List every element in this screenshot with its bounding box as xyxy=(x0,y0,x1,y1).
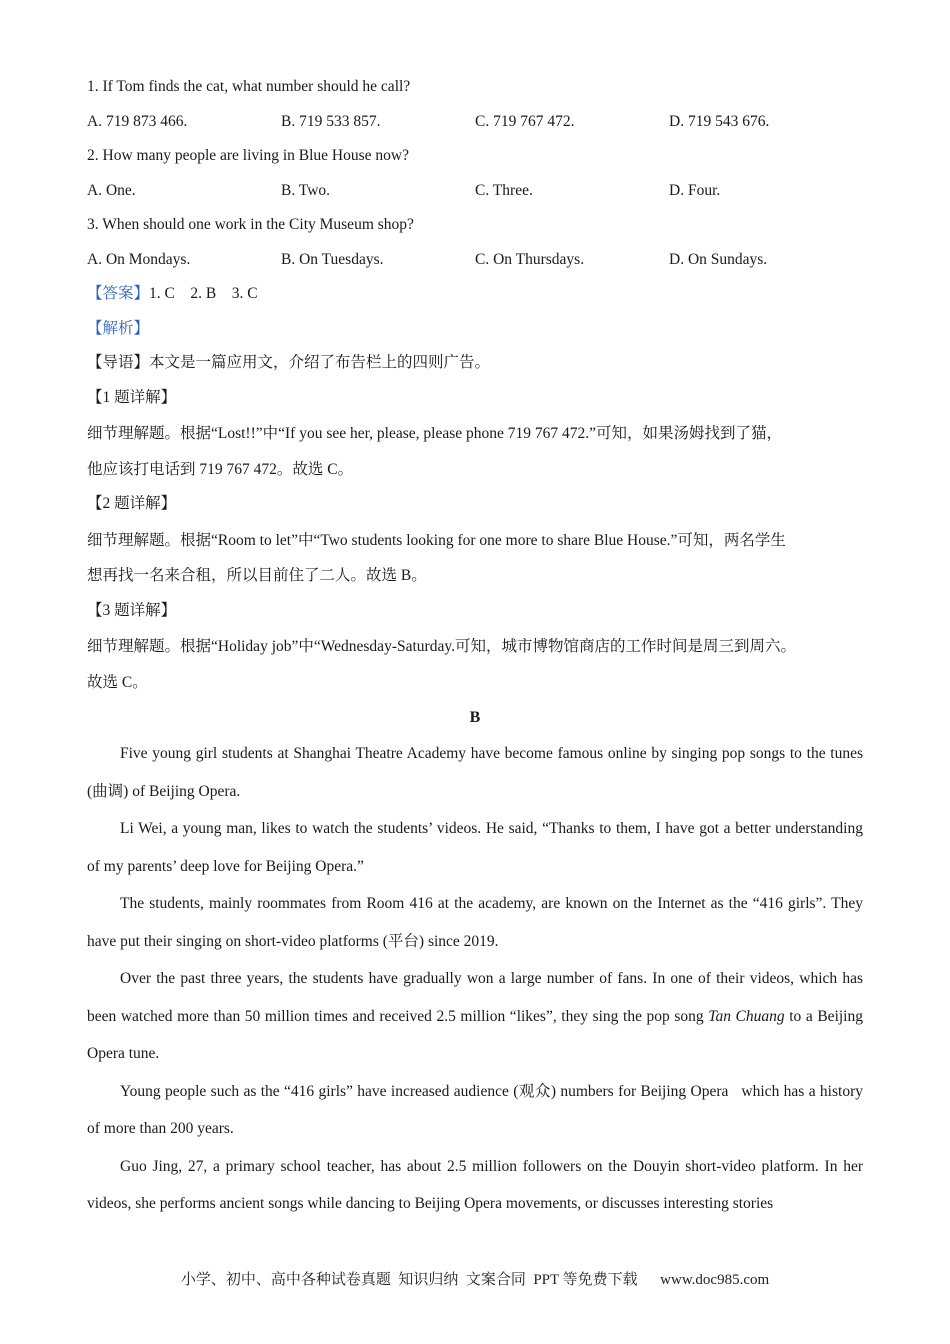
song-title: Tan Chuang xyxy=(708,1007,785,1025)
option-a: A. On Mondays. xyxy=(87,250,191,268)
passage-paragraph-6: Guo Jing, 27, a primary school teacher, has about 2.5 million followers on the Douyin short-video platform. In her videos, she performs ancient songs while dancing to Beijing Opera movements, or discusses interesting stories xyxy=(87,1157,863,1212)
passage-paragraph-1: Five young girl students at Shanghai Theatre Academy have become famous online by singing pop songs to the tunes (曲调) of Beijing Opera. xyxy=(87,745,863,800)
detail-1-heading: 【1 题详解】 xyxy=(87,388,177,406)
option-b: B. 719 533 857. xyxy=(281,112,381,130)
detail-3-line-1: 细节理解题。根据“Holiday job”中“Wednesday-Saturday.可知，城市博物馆商店的工作时间是周三到周六。 xyxy=(87,638,796,655)
detail-3-heading: 【3 题详解】 xyxy=(87,601,177,619)
document-page xyxy=(87,70,867,1223)
option-c: C. Three. xyxy=(475,181,533,199)
option-c: C. 719 767 472. xyxy=(475,112,575,130)
option-a: A. 719 873 466. xyxy=(87,112,188,130)
question-2-options xyxy=(87,174,863,209)
option-b: B. On Tuesdays. xyxy=(281,250,384,268)
guide-line xyxy=(87,346,863,381)
option-d: D. Four. xyxy=(669,181,721,199)
guide-text: 本文是一篇应用文，介绍了布告栏上的四则广告。 xyxy=(149,354,491,371)
detail-1-line-1: 细节理解题。根据“Lost!!”中“If you see her, please, please phone 719 767 472.”可知，如果汤姆找到了猫， xyxy=(87,425,783,442)
detail-2-line-1: 细节理解题。根据“Room to let”中“Two students looking for one more to share Blue House.”可知，两名学生 xyxy=(87,531,786,549)
detail-2-line-2: 想再找一名来合租，所以目前住了二人。故选 B。 xyxy=(87,567,427,584)
option-c: C. On Thursdays. xyxy=(475,250,585,268)
paragraph-4-text-a: Over the past three years, the students have gradually won a large number of fans. In one of their videos, which has been watched more than 50 million times and received 2.5 million “likes”, they sing the pop song xyxy=(87,970,863,1025)
option-b: B. Two. xyxy=(281,181,331,199)
question-3-stem: 3. When should one work in the City Museum shop? xyxy=(87,216,414,233)
answer-label: 【答案】 xyxy=(87,285,150,302)
passage-paragraph-3: The students, mainly roommates from Room 416 at the academy, are known on the Internet as the “416 girls”. They have put their singing on short-video platforms (平台) since 2019. xyxy=(87,895,863,950)
passage-paragraph-5: Young people such as the “416 girls” have increased audience (观众) numbers for Beijing Opera which has a history of more than 200 years. xyxy=(87,1082,867,1137)
analysis-label: 【解析】 xyxy=(87,319,150,337)
section-b-title: B xyxy=(469,709,481,726)
question-1-options xyxy=(87,105,863,140)
passage-paragraph-4 xyxy=(87,960,863,1073)
detail-1-line-2: 他应该打电话到 719 767 472。故选 C。 xyxy=(87,460,354,478)
passage-paragraph-2: Li Wei, a young man, likes to watch the students’ videos. He said, “Thanks to them, I have got a better understanding of my parents’ deep love for Beijing Opera.” xyxy=(87,820,863,875)
option-d: D. On Sundays. xyxy=(669,250,768,268)
answer-text: 1. C 2. B 3. C xyxy=(149,285,258,302)
guide-label: 【导语】 xyxy=(87,354,150,371)
answer-line xyxy=(87,277,863,312)
detail-3-line-2: 故选 C。 xyxy=(87,673,148,691)
question-3-options xyxy=(87,243,863,278)
paragraph-4-text-b: to a Beijing Opera tune. xyxy=(87,1007,863,1062)
page-footer: 小学、初中、高中各种试卷真题 知识归纳 文案合同 PPT 等免费下载 www.doc985.com xyxy=(180,1272,770,1288)
option-d: D. 719 543 676. xyxy=(669,112,770,130)
question-1-stem: 1. If Tom finds the cat, what number should he call? xyxy=(87,78,411,95)
option-a: A. One. xyxy=(87,181,136,199)
question-2-stem: 2. How many people are living in Blue House now? xyxy=(87,147,409,164)
detail-2-heading: 【2 题详解】 xyxy=(87,495,177,512)
